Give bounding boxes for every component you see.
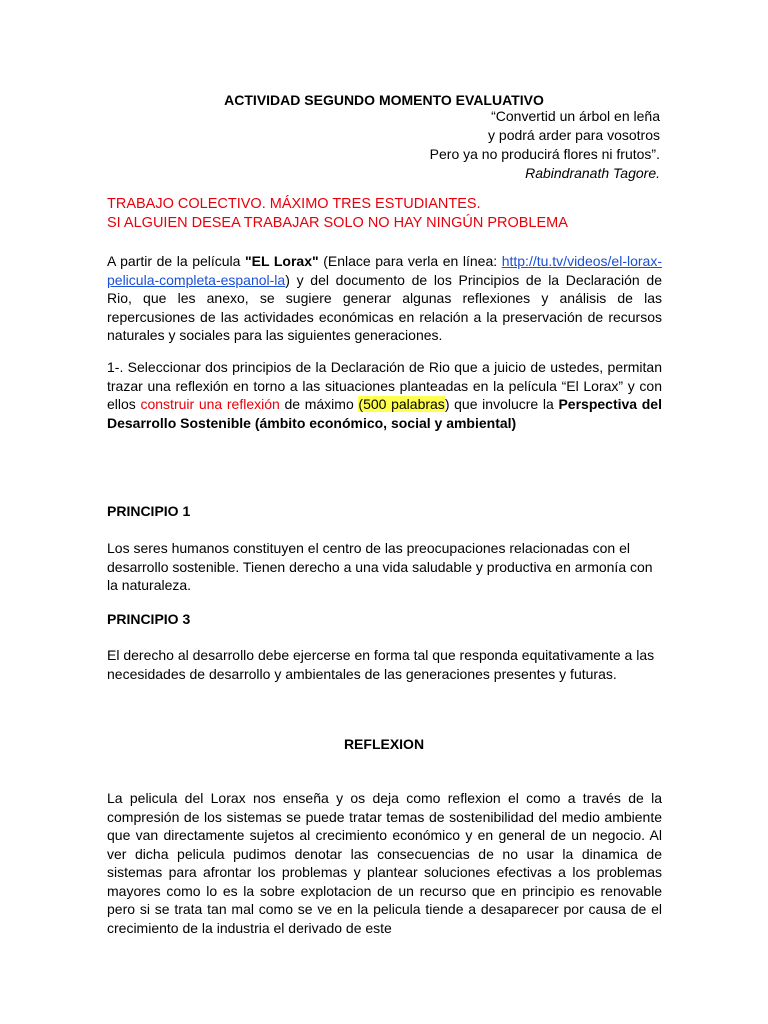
reflexion-heading: REFLEXION <box>343 736 425 752</box>
quote-author: Rabindranath Tagore. <box>525 165 660 181</box>
principio-1-text: Los seres humanos constituyen el centro de las preocupaciones relacionadas con el desarrollo sostenible. Tienen derecho a una vida saludable y productiva en armonía con la naturaleza. <box>107 540 653 593</box>
task-text-3: ) que involucre la <box>444 396 559 412</box>
reflexion-text: La pelicula del Lorax nos enseña y os deja como reflexion el como a través de la compresión de los sistemas se puede tratar temas de sostenibilidad del medio ambiente que van directamente sujetos al crecimiento económico y en general de un negocio. Al ver dicha pelicula pudimos denotar las consecuencias de no usar la dinamica de sistemas para afrontar los problemas y plantear soluciones efectivas a los problemas mayores como lo es la sobre explotacion de un recurso que en principio es renovable pero si se trata tan mal como se ve en la pelicula tiende a desaparecer por causa de el crecimiento de la industria el derivado de este <box>107 790 662 936</box>
movie-title: "EL Lorax" <box>245 253 319 269</box>
word-limit-highlight: (500 palabras <box>358 396 445 412</box>
task-paragraph <box>107 358 662 432</box>
intro-text-3: ) y del documento de los Principios de la Declaración de Rio, que les anexo, se sugiere generar algunas reflexiones y análisis de las repercusiones de las actividades económicas en relación a la preservación de recursos naturales y sociales para las siguientes generaciones. <box>107 271 662 343</box>
intro-text-1: A partir de la película <box>107 253 246 269</box>
task-text-2: de máximo <box>279 396 359 412</box>
movie-link[interactable]: http://tu.tv/videos/el-lorax-pelicula-completa-espanol-la <box>107 253 662 288</box>
group-notice <box>107 195 568 233</box>
principio-1-heading: PRINCIPIO 1 <box>107 503 191 519</box>
intro-paragraph <box>107 252 662 345</box>
epigraph-quote <box>430 107 660 183</box>
task-bold-text: Perspectiva del Desarrollo Sostenible (ámbito económico, social y ambiental) <box>107 396 662 431</box>
task-text-1: 1-. Seleccionar dos principios de la Declaración de Rio que a juicio de ustedes, permitan trazar una reflexión en torno a las situaciones planteadas en la película “El Lorax” y con ellos <box>107 359 662 412</box>
quote-line-1: “Convertid un árbol en leña <box>491 108 660 124</box>
intro-text-2: (Enlace para verla en línea: <box>318 253 502 269</box>
principio-3-heading: PRINCIPIO 3 <box>107 611 191 627</box>
principio-3-text: El derecho al desarrollo debe ejercerse en forma tal que responda equitativamente a las necesidades de desarrollo y ambientales de las generaciones presentes y futuras. <box>107 647 655 682</box>
quote-line-2: y podrá arder para vosotros <box>488 127 660 143</box>
notice-line-1: TRABAJO COLECTIVO. MÁXIMO TRES ESTUDIANTES. <box>107 196 481 212</box>
document-title: ACTIVIDAD SEGUNDO MOMENTO EVALUATIVO <box>224 92 544 108</box>
notice-line-2: SI ALGUIEN DESEA TRABAJAR SOLO NO HAY NINGÚN PROBLEMA <box>107 215 568 231</box>
quote-line-3: Pero ya no producirá flores ni frutos”. <box>429 146 660 162</box>
task-red-text: construir una reflexión <box>140 396 280 412</box>
